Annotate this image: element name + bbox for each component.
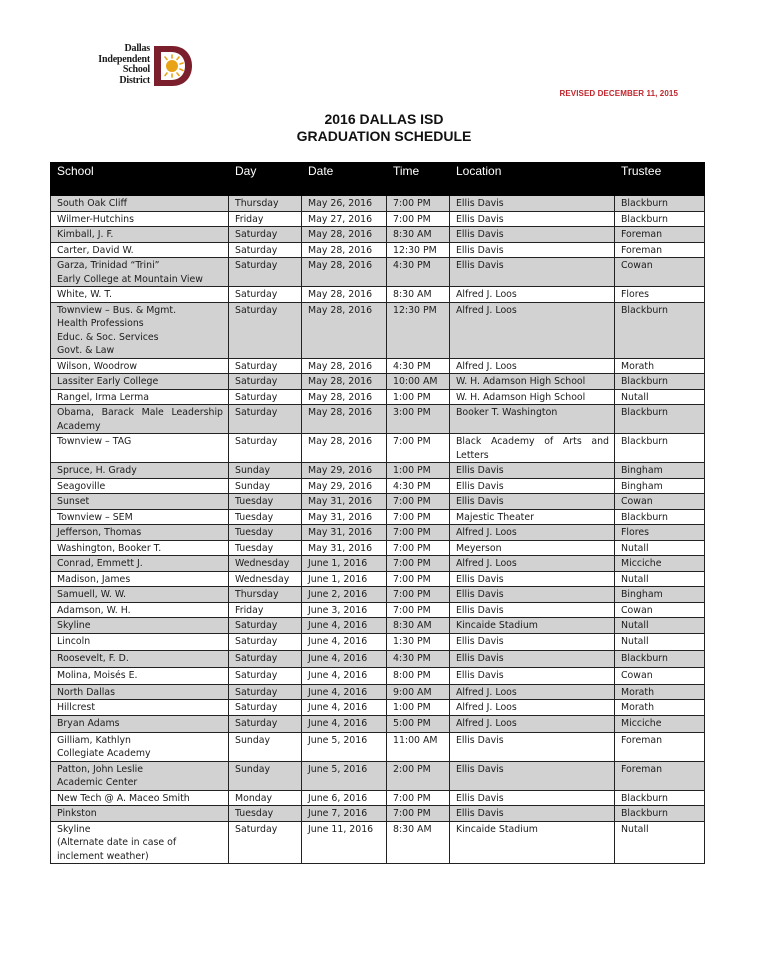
cell-trustee: Blackburn (615, 650, 705, 667)
cell-trustee: Cowan (615, 494, 705, 510)
cell-day: Saturday (229, 821, 302, 864)
logo-word: Independent (98, 53, 150, 65)
cell-location: Ellis Davis (450, 571, 615, 587)
cell-day: Wednesday (229, 571, 302, 587)
cell-location: Ellis Davis (450, 463, 615, 479)
cell-day: Thursday (229, 587, 302, 603)
cell-time: 4:30 PM (387, 358, 450, 374)
logo-word: Dallas (124, 43, 150, 54)
cell-location: Meyerson (450, 540, 615, 556)
table-row (51, 525, 705, 541)
cell-day: Friday (229, 602, 302, 618)
cell-date: May 31, 2016 (302, 494, 387, 510)
cell-day: Saturday (229, 700, 302, 716)
cell-trustee: Blackburn (615, 211, 705, 227)
cell-school: Adamson, W. H. (51, 602, 229, 618)
cell-location: Ellis Davis (450, 227, 615, 243)
cell-day: Sunday (229, 478, 302, 494)
cell-trustee: Blackburn (615, 509, 705, 525)
cell-time: 3:00 PM (387, 405, 450, 434)
table-row (51, 732, 705, 761)
table-row (51, 587, 705, 603)
cell-time: 8:30 AM (387, 227, 450, 243)
column-header-date: Date (302, 163, 387, 196)
cell-trustee: Nutall (615, 618, 705, 634)
cell-location: Alfred J. Loos (450, 715, 615, 732)
cell-day: Wednesday (229, 556, 302, 572)
revised-date: REVISED DECEMBER 11, 2015 (559, 89, 678, 98)
cell-school: Rangel, Irma Lerma (51, 389, 229, 405)
cell-school: Jefferson, Thomas (51, 525, 229, 541)
graduation-schedule-table (50, 162, 705, 864)
cell-date: May 28, 2016 (302, 302, 387, 358)
cell-date: May 31, 2016 (302, 540, 387, 556)
cell-day: Saturday (229, 633, 302, 650)
cell-time: 7:00 PM (387, 790, 450, 806)
cell-time: 7:00 PM (387, 494, 450, 510)
cell-day: Sunday (229, 761, 302, 790)
cell-day: Saturday (229, 374, 302, 390)
table-row (51, 540, 705, 556)
cell-date: June 4, 2016 (302, 650, 387, 667)
cell-location: Ellis Davis (450, 494, 615, 510)
table-header-row (51, 163, 705, 196)
table-row (51, 494, 705, 510)
cell-location: Alfred J. Loos (450, 700, 615, 716)
cell-location: W. H. Adamson High School (450, 374, 615, 390)
cell-date: June 4, 2016 (302, 618, 387, 634)
cell-time: 8:00 PM (387, 667, 450, 684)
cell-day: Sunday (229, 463, 302, 479)
cell-day: Tuesday (229, 540, 302, 556)
cell-school: Conrad, Emmett J. (51, 556, 229, 572)
cell-location: Ellis Davis (450, 258, 615, 287)
cell-date: May 28, 2016 (302, 287, 387, 303)
cell-day: Tuesday (229, 494, 302, 510)
cell-time: 4:30 PM (387, 478, 450, 494)
cell-school: Samuell, W. W. (51, 587, 229, 603)
cell-date: May 28, 2016 (302, 227, 387, 243)
cell-location: Ellis Davis (450, 242, 615, 258)
cell-day: Monday (229, 790, 302, 806)
cell-date: May 29, 2016 (302, 478, 387, 494)
cell-trustee: Blackburn (615, 302, 705, 358)
cell-date: June 1, 2016 (302, 556, 387, 572)
cell-day: Saturday (229, 618, 302, 634)
cell-trustee: Nutall (615, 571, 705, 587)
cell-trustee: Morath (615, 684, 705, 700)
cell-trustee: Morath (615, 358, 705, 374)
cell-location: Alfred J. Loos (450, 684, 615, 700)
cell-location: Ellis Davis (450, 761, 615, 790)
table-row (51, 684, 705, 700)
table-row (51, 478, 705, 494)
cell-date: May 28, 2016 (302, 434, 387, 463)
table-row (51, 287, 705, 303)
cell-trustee: Blackburn (615, 374, 705, 390)
column-header-school: School (51, 163, 229, 196)
column-header-location: Location (450, 163, 615, 196)
cell-school: Wilson, Woodrow (51, 358, 229, 374)
cell-time: 12:30 PM (387, 302, 450, 358)
cell-location: Ellis Davis (450, 211, 615, 227)
cell-trustee: Cowan (615, 258, 705, 287)
cell-time: 1:00 PM (387, 389, 450, 405)
column-header-time: Time (387, 163, 450, 196)
cell-location: Kincaide Stadium (450, 618, 615, 634)
cell-date: June 4, 2016 (302, 633, 387, 650)
cell-school: Madison, James (51, 571, 229, 587)
logo-word: District (119, 74, 150, 86)
cell-school: Skyline (51, 618, 229, 634)
cell-date: May 27, 2016 (302, 211, 387, 227)
cell-time: 2:00 PM (387, 761, 450, 790)
cell-school: Obama, Barack Male Leadership Academy (51, 405, 229, 434)
cell-time: 8:30 AM (387, 618, 450, 634)
cell-trustee: Blackburn (615, 806, 705, 822)
table-row (51, 556, 705, 572)
cell-school: South Oak Cliff (51, 196, 229, 212)
cell-school: Patton, John Leslie Academic Center (51, 761, 229, 790)
cell-trustee: Micciche (615, 715, 705, 732)
cell-time: 1:00 PM (387, 700, 450, 716)
cell-date: May 31, 2016 (302, 509, 387, 525)
cell-school: Garza, Trinidad “Trini” Early College at Mountain View (51, 258, 229, 287)
cell-school: Roosevelt, F. D. (51, 650, 229, 667)
cell-day: Saturday (229, 389, 302, 405)
table-row (51, 700, 705, 716)
cell-school: North Dallas (51, 684, 229, 700)
district-logo (90, 44, 195, 90)
cell-date: June 7, 2016 (302, 806, 387, 822)
cell-location: Ellis Davis (450, 633, 615, 650)
cell-school: Seagoville (51, 478, 229, 494)
cell-day: Saturday (229, 227, 302, 243)
cell-time: 7:00 PM (387, 211, 450, 227)
cell-trustee: Bingham (615, 463, 705, 479)
document-title: 2016 DALLAS ISD (324, 111, 444, 127)
cell-time: 7:00 PM (387, 556, 450, 572)
cell-date: June 4, 2016 (302, 667, 387, 684)
cell-location: Alfred J. Loos (450, 556, 615, 572)
cell-location: Ellis Davis (450, 806, 615, 822)
cell-location: Ellis Davis (450, 790, 615, 806)
table-row (51, 434, 705, 463)
cell-school: Spruce, H. Grady (51, 463, 229, 479)
cell-time: 8:30 AM (387, 821, 450, 864)
table-row (51, 509, 705, 525)
cell-location: Ellis Davis (450, 650, 615, 667)
cell-trustee: Blackburn (615, 405, 705, 434)
cell-location: Majestic Theater (450, 509, 615, 525)
cell-location: Ellis Davis (450, 667, 615, 684)
cell-school: Bryan Adams (51, 715, 229, 732)
cell-school: Hillcrest (51, 700, 229, 716)
cell-location: Alfred J. Loos (450, 358, 615, 374)
cell-time: 7:00 PM (387, 434, 450, 463)
logo-wordmark (90, 44, 150, 86)
table-row (51, 302, 705, 358)
cell-day: Saturday (229, 650, 302, 667)
table-row (51, 821, 705, 864)
cell-school: Townview – SEM (51, 509, 229, 525)
cell-date: June 11, 2016 (302, 821, 387, 864)
cell-day: Tuesday (229, 525, 302, 541)
cell-time: 5:00 PM (387, 715, 450, 732)
cell-time: 4:30 PM (387, 258, 450, 287)
cell-trustee: Foreman (615, 242, 705, 258)
cell-time: 7:00 PM (387, 571, 450, 587)
cell-trustee: Nutall (615, 540, 705, 556)
cell-date: May 26, 2016 (302, 196, 387, 212)
cell-school: Townview – TAG (51, 434, 229, 463)
cell-trustee: Foreman (615, 732, 705, 761)
cell-time: 10:00 AM (387, 374, 450, 390)
cell-day: Saturday (229, 358, 302, 374)
cell-time: 9:00 AM (387, 684, 450, 700)
cell-time: 11:00 AM (387, 732, 450, 761)
table-row (51, 806, 705, 822)
cell-day: Saturday (229, 667, 302, 684)
cell-trustee: Flores (615, 287, 705, 303)
cell-trustee: Blackburn (615, 196, 705, 212)
cell-school: Townview – Bus. & Mgmt. Health Professions Educ. & Soc. Services Govt. & Law (51, 302, 229, 358)
cell-location: Alfred J. Loos (450, 525, 615, 541)
table-row (51, 761, 705, 790)
cell-location: Alfred J. Loos (450, 287, 615, 303)
cell-time: 7:00 PM (387, 806, 450, 822)
cell-time: 7:00 PM (387, 587, 450, 603)
cell-time: 7:00 PM (387, 509, 450, 525)
table-row (51, 258, 705, 287)
cell-location: W. H. Adamson High School (450, 389, 615, 405)
table-row (51, 650, 705, 667)
table-row (51, 571, 705, 587)
cell-location: Ellis Davis (450, 732, 615, 761)
cell-school: New Tech @ A. Maceo Smith (51, 790, 229, 806)
table-row (51, 790, 705, 806)
table-row (51, 715, 705, 732)
cell-location: Kincaide Stadium (450, 821, 615, 864)
cell-school: Sunset (51, 494, 229, 510)
cell-date: May 28, 2016 (302, 358, 387, 374)
cell-trustee: Nutall (615, 633, 705, 650)
cell-location: Alfred J. Loos (450, 302, 615, 358)
cell-location: Ellis Davis (450, 478, 615, 494)
cell-date: May 28, 2016 (302, 374, 387, 390)
cell-day: Saturday (229, 287, 302, 303)
cell-school: White, W. T. (51, 287, 229, 303)
table-row (51, 211, 705, 227)
table-row (51, 196, 705, 212)
cell-day: Saturday (229, 258, 302, 287)
cell-time: 1:00 PM (387, 463, 450, 479)
cell-location: Black Academy of Arts and Letters (450, 434, 615, 463)
cell-school: Gilliam, Kathlyn Collegiate Academy (51, 732, 229, 761)
dallas-isd-sun-icon (152, 44, 194, 88)
cell-date: June 3, 2016 (302, 602, 387, 618)
cell-day: Saturday (229, 405, 302, 434)
cell-time: 7:00 PM (387, 525, 450, 541)
cell-date: May 28, 2016 (302, 242, 387, 258)
cell-time: 12:30 PM (387, 242, 450, 258)
table-row (51, 463, 705, 479)
cell-date: May 28, 2016 (302, 258, 387, 287)
table-row (51, 667, 705, 684)
table-row (51, 389, 705, 405)
document-subtitle: GRADUATION SCHEDULE (296, 128, 472, 144)
cell-school: Washington, Booker T. (51, 540, 229, 556)
cell-school: Kimball, J. F. (51, 227, 229, 243)
cell-trustee: Nutall (615, 389, 705, 405)
cell-day: Sunday (229, 732, 302, 761)
cell-day: Saturday (229, 302, 302, 358)
cell-location: Ellis Davis (450, 196, 615, 212)
cell-trustee: Bingham (615, 478, 705, 494)
cell-time: 7:00 PM (387, 540, 450, 556)
cell-trustee: Foreman (615, 227, 705, 243)
cell-day: Saturday (229, 434, 302, 463)
cell-date: June 5, 2016 (302, 761, 387, 790)
cell-day: Tuesday (229, 509, 302, 525)
cell-time: 4:30 PM (387, 650, 450, 667)
cell-day: Thursday (229, 196, 302, 212)
cell-time: 7:00 PM (387, 602, 450, 618)
cell-school: Lassiter Early College (51, 374, 229, 390)
cell-location: Ellis Davis (450, 602, 615, 618)
column-header-day: Day (229, 163, 302, 196)
cell-school: Pinkston (51, 806, 229, 822)
cell-trustee: Morath (615, 700, 705, 716)
cell-trustee: Nutall (615, 821, 705, 864)
cell-location: Booker T. Washington (450, 405, 615, 434)
cell-day: Saturday (229, 242, 302, 258)
cell-date: June 6, 2016 (302, 790, 387, 806)
table-row (51, 618, 705, 634)
cell-school: Skyline (Alternate date in case of inclement weather) (51, 821, 229, 864)
cell-date: June 5, 2016 (302, 732, 387, 761)
cell-date: May 31, 2016 (302, 525, 387, 541)
cell-location: Ellis Davis (450, 587, 615, 603)
cell-date: June 4, 2016 (302, 715, 387, 732)
table-row (51, 602, 705, 618)
cell-date: May 29, 2016 (302, 463, 387, 479)
table-body (51, 196, 705, 864)
table-row (51, 242, 705, 258)
cell-date: June 2, 2016 (302, 587, 387, 603)
cell-date: May 28, 2016 (302, 389, 387, 405)
cell-trustee: Cowan (615, 667, 705, 684)
table-row (51, 405, 705, 434)
cell-date: May 28, 2016 (302, 405, 387, 434)
table-row (51, 358, 705, 374)
cell-school: Molina, Moisés E. (51, 667, 229, 684)
cell-trustee: Bingham (615, 587, 705, 603)
cell-time: 8:30 AM (387, 287, 450, 303)
cell-time: 7:00 PM (387, 196, 450, 212)
cell-trustee: Flores (615, 525, 705, 541)
cell-day: Friday (229, 211, 302, 227)
cell-day: Saturday (229, 715, 302, 732)
table-row (51, 633, 705, 650)
column-header-trustee: Trustee (615, 163, 705, 196)
cell-school: Wilmer-Hutchins (51, 211, 229, 227)
cell-date: June 4, 2016 (302, 700, 387, 716)
table-row (51, 227, 705, 243)
cell-time: 1:30 PM (387, 633, 450, 650)
cell-trustee: Micciche (615, 556, 705, 572)
cell-day: Saturday (229, 684, 302, 700)
cell-date: June 1, 2016 (302, 571, 387, 587)
cell-trustee: Blackburn (615, 790, 705, 806)
cell-trustee: Blackburn (615, 434, 705, 463)
cell-date: June 4, 2016 (302, 684, 387, 700)
cell-trustee: Foreman (615, 761, 705, 790)
cell-school: Lincoln (51, 633, 229, 650)
logo-word: School (122, 64, 150, 75)
cell-day: Tuesday (229, 806, 302, 822)
table-row (51, 374, 705, 390)
cell-trustee: Cowan (615, 602, 705, 618)
cell-school: Carter, David W. (51, 242, 229, 258)
